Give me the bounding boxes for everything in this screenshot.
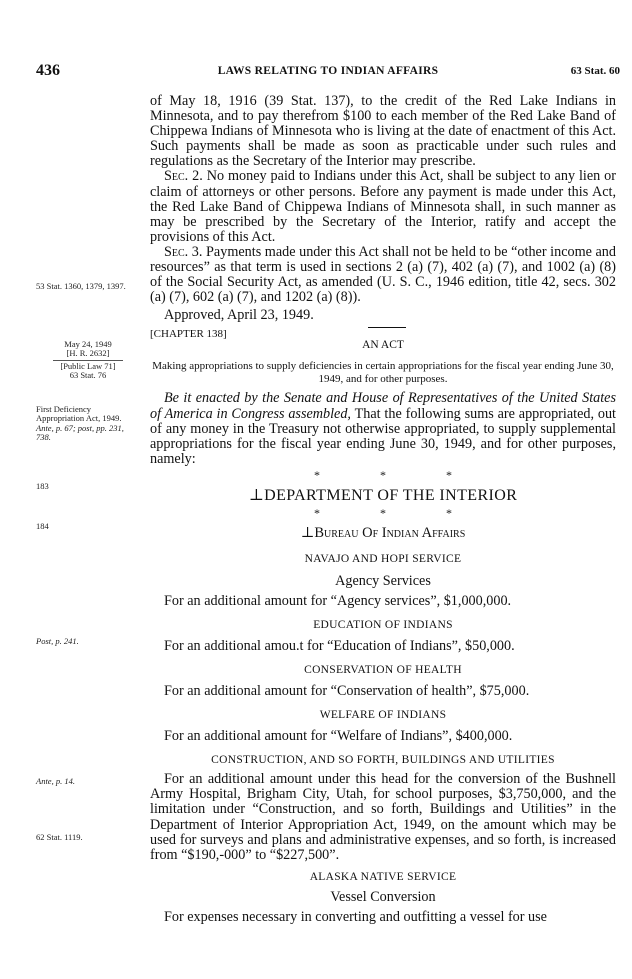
welfare-heading: WELFARE OF INDIANS [319,709,447,722]
running-header [36,62,620,80]
section-3 [150,245,616,305]
ellipsis-stars: * * * [314,467,452,482]
vessel-conversion-text: For expenses necessary in converting and outfitting a vessel for use [164,908,547,925]
margin-note-public-law: [Public Law 71] [60,360,116,371]
education-text: For an additional amou.t for “Education of Indians”, $50,000. [164,637,515,654]
section-2 [150,169,616,244]
ellipsis-stars-2: * * * [314,505,452,520]
conservation-heading: CONSERVATION OF HEALTH [304,664,462,677]
paragraph-continuation: of May 18, 1916 (39 Stat. 137), to the credit of the Red Lake Indians in Minnesota, and to pay therefrom $100 to each member of the Red Lake Band of Chippewa Indians of Minnesota who is living at the date of enactment of this Act. Such payments shall be made as soon as practicable under such rules and regulations as the Secretary of the Interior may prescribe. [150,93,616,170]
bureau-heading: ⊥Bureau Of Indian Affairs [300,524,466,541]
margin-note-bill [36,340,140,381]
statute-citation: 63 Stat. 60 [570,65,620,77]
alaska-heading: ALASKA NATIVE SERVICE [309,870,457,883]
department-heading: ⊥DEPARTMENT OF THE INTERIOR [248,486,518,504]
approval-line: Approved, April 23, 1949. [164,307,314,324]
conservation-text: For an additional amount for “Conservation of health”, $75,000. [164,683,530,700]
vessel-conversion-heading: Vessel Conversion [330,888,436,905]
margin-note-stat-ref-2: 62 Stat. 1119. [36,832,83,842]
margin-note-page-mark-183: 183 [36,481,49,491]
margin-note-act-title [36,405,140,443]
enacting-formula: Be it enacted by the Senate and House of Representatives of the United States of America in Congress assembled, [150,390,616,422]
running-title: LAWS RELATING TO INDIAN AFFAIRS [217,65,439,77]
margin-note-page-mark-184: 184 [36,521,49,531]
construction-text: For an additional amount under this head for the conversion of the Bushnell Army Hospital, Brigham City, Utah, for school purposes, $3,750,000, and the limitation under “Construction, and so forth, Buildings and Utilities” in the Department of Interior Appropriation Act, 1949, on the amount which may be used for surveys and plans and administrative expenses, and so forth, is increased from “$190,-000” to “$227,500”. [150,771,616,863]
margin-note-public-law-stat: 63 Stat. 76 [69,370,107,381]
act-heading: AN ACT [362,339,404,352]
page-number: 436 [36,62,60,79]
margin-note-date: May 24, 1949 [64,339,112,349]
margin-note-ante-ref: Ante, p. 14. [36,776,75,786]
section-3-text: Payments made under this Act shall not be held to be “other income and resources” as that term is used in sections 2 (a) (7), 402 (a) (7), and 1002 (a) (8) of the Social Security Act, as amended (U. S. C., 1946 edition, title 42, secs. 302 (a) (7), 602 (a) (7), and 1202 (a) (8)). [150,243,616,306]
agency-services-heading: Agency Services [335,572,431,589]
act-description: Making appropriations to supply deficiencies in certain appropriations for the fiscal year ending June 30, 1949, and for other purposes. [152,360,614,385]
agency-services-text: For an additional amount for “Agency services”, $1,000,000. [164,592,512,609]
navajo-heading: NAVAJO AND HOPI SERVICE [304,552,462,565]
margin-note-bill-number: [H. R. 2632] [66,348,110,359]
section-2-label: Sec. 2. [164,168,203,185]
enacting-text: That the following sums are appropriated, out of any money in the Treasury not otherwise appropriated, to supply supplemental appropriations for the fiscal year ending June 30, 1949, and for other purposes, namely: [150,405,616,467]
margin-note-act-refs: Ante, p. 67; post, pp. 231, 738. [36,422,124,443]
main-text-column [150,94,616,925]
margin-note-act-name: First Deficiency Appropriation Act, 1949. [36,404,122,424]
education-heading: EDUCATION OF INDIANS [313,618,453,631]
enacting-clause [150,391,616,466]
margin-note-stat-ref: 53 Stat. 1360, 1379, 1397. [36,281,126,291]
construction-heading: CONSTRUCTION, AND SO FORTH, BUILDINGS AND UTILITIES [211,754,555,767]
chapter-number: [CHAPTER 138] [150,328,227,341]
chapter-heading-row [150,328,616,358]
welfare-text: For an additional amount for “Welfare of Indians”, $400,000. [164,728,513,745]
section-2-text: No money paid to Indians under this Act, shall be subject to any lien or claim of attorneys or other persons. Before any payment is made under this Act, the Red Lake Band of Chippewa Indians of Minnesota shall, in such manner as may be prescribed by the Secretary of the Interior, ratify and accept the provisions of this Act. [150,168,617,245]
margin-note-post-ref: Post, p. 241. [36,636,79,646]
section-3-label: Sec. 3. [164,243,203,260]
